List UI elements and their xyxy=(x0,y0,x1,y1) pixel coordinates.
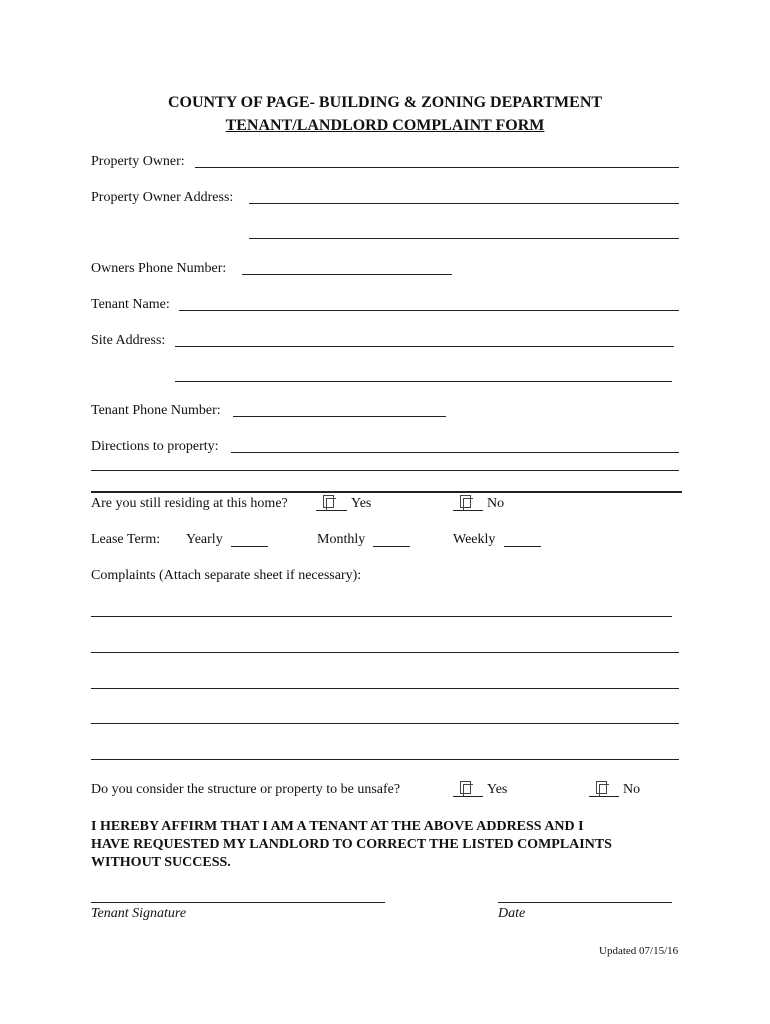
affirmation-line-1: I HEREBY AFFIRM THAT I AM A TENANT AT THE ABOVE ADDRESS AND I xyxy=(91,819,584,834)
complaints-line-1[interactable] xyxy=(91,616,672,617)
section-divider xyxy=(91,491,682,493)
residing-no-label: No xyxy=(487,496,505,511)
directions-field[interactable] xyxy=(231,452,679,453)
affirmation-line-3: WITHOUT SUCCESS. xyxy=(91,855,231,870)
unsafe-no-checkbox[interactable] xyxy=(596,781,607,794)
date-field[interactable] xyxy=(498,902,672,903)
residing-no-blank xyxy=(453,510,483,511)
date-label: Date xyxy=(498,906,526,921)
site-address-label: Site Address: xyxy=(91,333,166,348)
unsafe-no-blank xyxy=(589,796,619,797)
affirmation-line-2: HAVE REQUESTED MY LANDLORD TO CORRECT THE LISTED COMPLAINTS xyxy=(91,837,612,852)
residing-no-checkbox[interactable] xyxy=(460,495,471,508)
updated-date: Updated 07/15/16 xyxy=(599,945,679,957)
complaints-line-5[interactable] xyxy=(91,759,679,760)
tenant-signature-label: Tenant Signature xyxy=(91,906,187,921)
unsafe-no-label: No xyxy=(623,782,641,797)
property-owner-address-label: Property Owner Address: xyxy=(91,190,234,205)
unsafe-yes-blank xyxy=(453,796,483,797)
residing-yes-blank xyxy=(316,510,347,511)
form-title: TENANT/LANDLORD COMPLAINT FORM xyxy=(225,117,545,134)
tenant-name-label: Tenant Name: xyxy=(91,297,170,312)
property-owner-address-field-2[interactable] xyxy=(249,238,679,239)
unsafe-question: Do you consider the structure or property to be unsafe? xyxy=(91,782,401,797)
residing-question: Are you still residing at this home? xyxy=(91,496,288,511)
directions-field-2[interactable] xyxy=(91,470,679,471)
lease-yearly-label: Yearly xyxy=(186,532,223,547)
site-address-field-2[interactable] xyxy=(175,381,672,382)
lease-term-label: Lease Term: xyxy=(91,532,161,547)
lease-weekly-field[interactable] xyxy=(504,546,541,547)
lease-monthly-label: Monthly xyxy=(317,532,366,547)
lease-weekly-label: Weekly xyxy=(453,532,496,547)
complaints-line-4[interactable] xyxy=(91,723,679,724)
unsafe-yes-checkbox[interactable] xyxy=(460,781,471,794)
complaints-line-3[interactable] xyxy=(91,688,679,689)
property-owner-field[interactable] xyxy=(195,167,679,168)
complaints-label: Complaints (Attach separate sheet if necessary): xyxy=(91,568,362,583)
lease-monthly-field[interactable] xyxy=(373,546,410,547)
residing-yes-label: Yes xyxy=(351,496,372,511)
unsafe-yes-label: Yes xyxy=(487,782,508,797)
tenant-signature-field[interactable] xyxy=(91,902,385,903)
tenant-name-field[interactable] xyxy=(179,310,679,311)
directions-label: Directions to property: xyxy=(91,439,219,454)
form-title-department: COUNTY OF PAGE- BUILDING & ZONING DEPARTMENT xyxy=(167,94,603,111)
lease-yearly-field[interactable] xyxy=(231,546,268,547)
residing-yes-checkbox[interactable] xyxy=(323,495,334,508)
site-address-field[interactable] xyxy=(175,346,674,347)
property-owner-label: Property Owner: xyxy=(91,154,185,169)
property-owner-address-field[interactable] xyxy=(249,203,679,204)
owners-phone-field[interactable] xyxy=(242,274,452,275)
complaints-line-2[interactable] xyxy=(91,652,679,653)
tenant-phone-label: Tenant Phone Number: xyxy=(91,403,221,418)
tenant-phone-field[interactable] xyxy=(233,416,446,417)
owners-phone-label: Owners Phone Number: xyxy=(91,261,227,276)
